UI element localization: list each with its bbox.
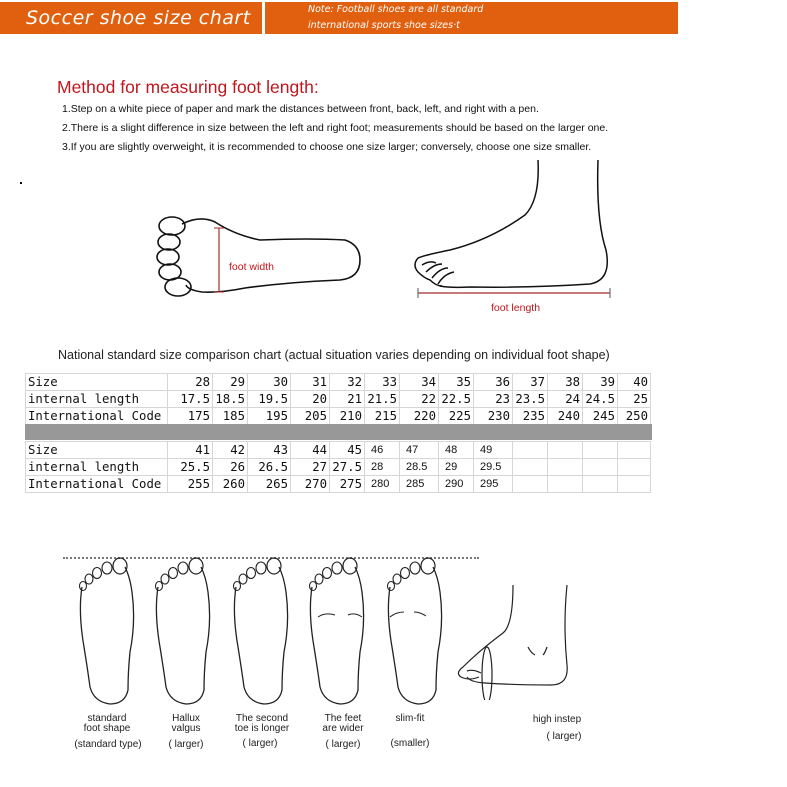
shape-label-standard: standard foot shape: [83, 713, 131, 734]
table-cell: 23: [474, 391, 513, 408]
table-cell: 32: [330, 374, 365, 391]
table-cell: 265: [248, 476, 291, 493]
table-cell: 29: [213, 374, 248, 391]
table-cell: 17.5: [168, 391, 213, 408]
table-cell: 24: [548, 391, 583, 408]
shape-verdict-hallux-valgus: ( larger): [168, 739, 204, 750]
table-cell: 28.5: [400, 459, 439, 476]
method-step-1: 1.Step on a white piece of paper and mark the distances between front, back, left, and right with a pen.: [62, 103, 539, 115]
table-cell-empty: [583, 476, 618, 493]
table-cell-empty: [618, 476, 651, 493]
method-title: Method for measuring foot length:: [57, 77, 319, 97]
table-row: [26, 391, 651, 408]
table-cell: 295: [474, 476, 513, 493]
table-cell: 25.5: [168, 459, 213, 476]
table-cell: 33: [365, 374, 400, 391]
page-title: Soccer shoe size chart: [0, 2, 262, 34]
table-cell-empty: [583, 442, 618, 459]
shape-label-second-toe: The second toe is longer: [234, 713, 290, 734]
table-cell: 215: [365, 408, 400, 425]
table-cell: 48: [439, 442, 474, 459]
stray-dot: [20, 182, 22, 184]
shape-verdict-second-toe: ( larger): [242, 738, 278, 749]
table-cell: 235: [513, 408, 548, 425]
table-cell: 275: [330, 476, 365, 493]
method-step-3: 3.If you are slightly overweight, it is recommended to choose one size larger; conversely, choose one size smaller.: [62, 141, 592, 153]
table-cell-empty: [513, 442, 548, 459]
shape-verdict-wider-feet: ( larger): [325, 739, 361, 750]
row-label: internal length: [26, 459, 168, 476]
shape-verdict-high-instep: ( larger): [546, 731, 582, 742]
table-cell: 38: [548, 374, 583, 391]
table-cell: 175: [168, 408, 213, 425]
table-cell-empty: [618, 442, 651, 459]
size-table-2: [25, 441, 651, 493]
table-cell: 255: [168, 476, 213, 493]
header-banner: [0, 2, 678, 34]
table-cell: 46: [365, 442, 400, 459]
size-chart-title: National standard size comparison chart (actual situation varies depending on individual foot shape): [58, 348, 610, 362]
table-cell: 30: [248, 374, 291, 391]
table-cell: 20: [291, 391, 330, 408]
table-cell: 210: [330, 408, 365, 425]
table-cell: 230: [474, 408, 513, 425]
table-cell-empty: [513, 459, 548, 476]
table-cell: 47: [400, 442, 439, 459]
row-label: International Code: [26, 408, 168, 425]
foot-width-label: foot width: [229, 261, 274, 273]
table-cell: 290: [439, 476, 474, 493]
table-cell: 21: [330, 391, 365, 408]
table-cell: 225: [439, 408, 474, 425]
table-cell: 220: [400, 408, 439, 425]
table-cell: 37: [513, 374, 548, 391]
table-divider: [25, 424, 652, 440]
table-cell: 27: [291, 459, 330, 476]
table-cell: 43: [248, 442, 291, 459]
table-cell: 250: [618, 408, 651, 425]
table-cell: 26.5: [248, 459, 291, 476]
table-cell-empty: [548, 459, 583, 476]
foot-width-illustration-icon: [150, 210, 365, 300]
table-row: [26, 374, 651, 391]
row-label: International Code: [26, 476, 168, 493]
table-row: [26, 476, 651, 493]
table-cell: 42: [213, 442, 248, 459]
foot-length-illustration-icon: [410, 160, 620, 300]
table-cell: 45: [330, 442, 365, 459]
row-label: Size: [26, 442, 168, 459]
table-cell: 22.5: [439, 391, 474, 408]
table-cell: 29.5: [474, 459, 513, 476]
shape-verdict-slim-fit: (smaller): [390, 738, 430, 749]
size-table-1: [25, 373, 651, 425]
table-cell: 280: [365, 476, 400, 493]
shape-verdict-standard: (standard type): [74, 739, 142, 750]
table-cell: 39: [583, 374, 618, 391]
table-cell: 35: [439, 374, 474, 391]
table-cell-empty: [583, 459, 618, 476]
table-cell: 36: [474, 374, 513, 391]
shape-label-high-instep: high instep: [532, 714, 582, 725]
shape-label-hallux-valgus: Hallux valgus: [171, 713, 201, 734]
table-cell: 25: [618, 391, 651, 408]
banner-note-line1: Note: Football shoes are all standard: [308, 4, 484, 15]
table-cell: 23.5: [513, 391, 548, 408]
table-cell: 27.5: [330, 459, 365, 476]
table-cell: 21.5: [365, 391, 400, 408]
banner-note: [265, 2, 678, 34]
shape-label-wider-feet: The feet are wider: [322, 713, 364, 734]
table-cell: 240: [548, 408, 583, 425]
table-cell-empty: [548, 442, 583, 459]
table-cell: 41: [168, 442, 213, 459]
table-cell: 19.5: [248, 391, 291, 408]
table-cell: 24.5: [583, 391, 618, 408]
table-cell-empty: [618, 459, 651, 476]
table-cell: 31: [291, 374, 330, 391]
table-cell-empty: [548, 476, 583, 493]
table-cell: 22: [400, 391, 439, 408]
table-cell: 40: [618, 374, 651, 391]
shape-label-slim-fit: slim-fit: [395, 713, 425, 724]
method-step-2: 2.There is a slight difference in size between the left and right foot; measurements should be based on the larger one.: [62, 122, 609, 134]
table-cell: 34: [400, 374, 439, 391]
table-cell: 49: [474, 442, 513, 459]
high-instep-illustration-icon: [455, 585, 575, 700]
table-cell: 18.5: [213, 391, 248, 408]
table-cell-empty: [513, 476, 548, 493]
table-row: [26, 442, 651, 459]
table-cell: 185: [213, 408, 248, 425]
foot-length-label: foot length: [491, 302, 541, 314]
table-cell: 26: [213, 459, 248, 476]
row-label: Size: [26, 374, 168, 391]
table-cell: 44: [291, 442, 330, 459]
table-cell: 245: [583, 408, 618, 425]
table-cell: 28: [168, 374, 213, 391]
foot-shapes-illustration-icon: [70, 552, 470, 712]
table-cell: 29: [439, 459, 474, 476]
table-row: [26, 408, 651, 425]
table-row: [26, 459, 651, 476]
table-cell: 205: [291, 408, 330, 425]
table-cell: 28: [365, 459, 400, 476]
table-cell: 195: [248, 408, 291, 425]
row-label: internal length: [26, 391, 168, 408]
table-cell: 260: [213, 476, 248, 493]
table-cell: 285: [400, 476, 439, 493]
banner-note-line2: international sports shoe sizes·t: [308, 20, 460, 31]
table-cell: 270: [291, 476, 330, 493]
